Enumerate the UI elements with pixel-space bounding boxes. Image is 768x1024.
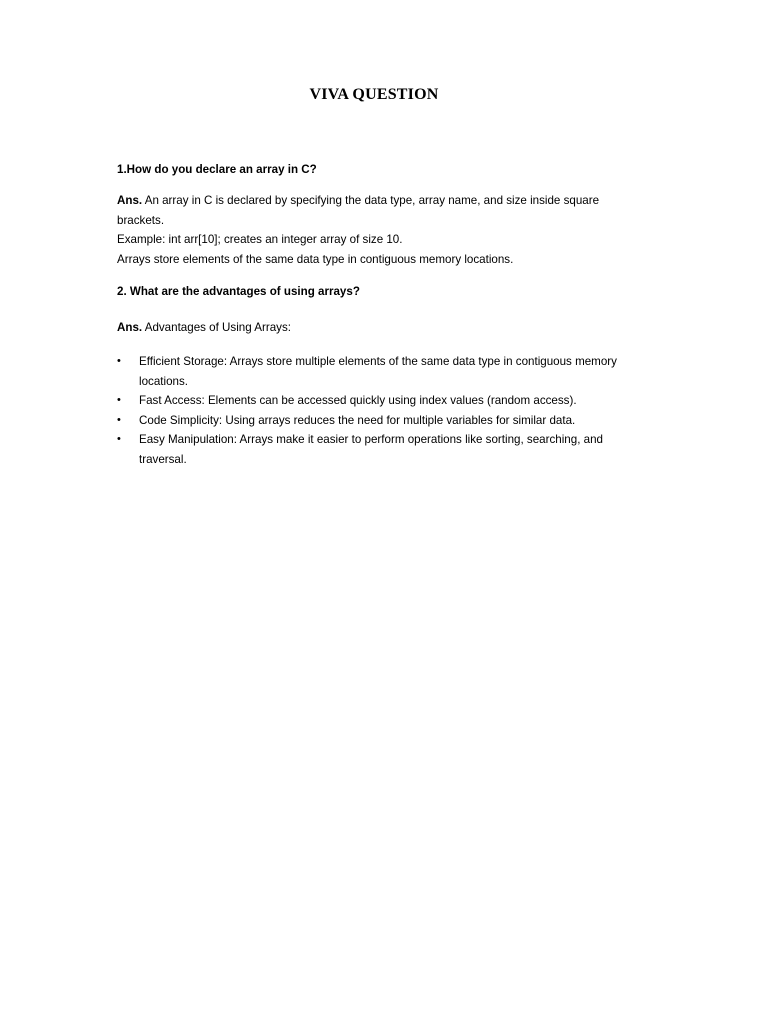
answer-1-line-4: Arrays store elements of the same data type in contiguous memory locations.	[117, 252, 514, 266]
answer-2-label: Ans.	[117, 321, 143, 334]
bullet-icon: •	[117, 355, 121, 367]
question-2: 2. What are the advantages of using arrays?	[117, 285, 360, 298]
bullet-icon: •	[117, 413, 121, 426]
advantages-list	[117, 352, 657, 469]
list-item	[117, 430, 657, 469]
list-item-line: Efficient Storage: Arrays store multiple elements of the same data type in contiguous memory	[139, 355, 617, 368]
answer-1-text-1: An array in C is declared by specifying the data type, array name, and size inside square	[142, 194, 600, 207]
bullet-icon: •	[117, 394, 121, 406]
bullet-icon: •	[117, 433, 121, 445]
answer-1-label: Ans.	[117, 194, 143, 207]
answer-2-intro-text: Advantages of Using Arrays:	[142, 321, 291, 334]
list-item-line: Code Simplicity: Using arrays reduces the need for multiple variables for similar data.	[139, 413, 576, 427]
answer-1	[117, 191, 637, 269]
list-item-line: Easy Manipulation: Arrays make it easier to perform operations like sorting, searching, and	[139, 433, 603, 446]
list-item	[117, 411, 657, 431]
page-title: VIVA QUESTION	[309, 86, 439, 103]
answer-1-line-2: brackets.	[117, 213, 165, 227]
list-item-line: traversal.	[139, 452, 187, 466]
list-item-line: Fast Access: Elements can be accessed quickly using index values (random access).	[139, 394, 577, 407]
list-item-line: locations.	[139, 374, 188, 388]
question-1: 1.How do you declare an array in C?	[117, 163, 317, 176]
answer-1-line-3: Example: int arr[10]; creates an integer array of size 10.	[117, 233, 403, 246]
list-item	[117, 391, 657, 411]
answer-2-intro	[117, 318, 637, 338]
answer-1-line-1	[117, 191, 637, 211]
list-item	[117, 352, 657, 391]
